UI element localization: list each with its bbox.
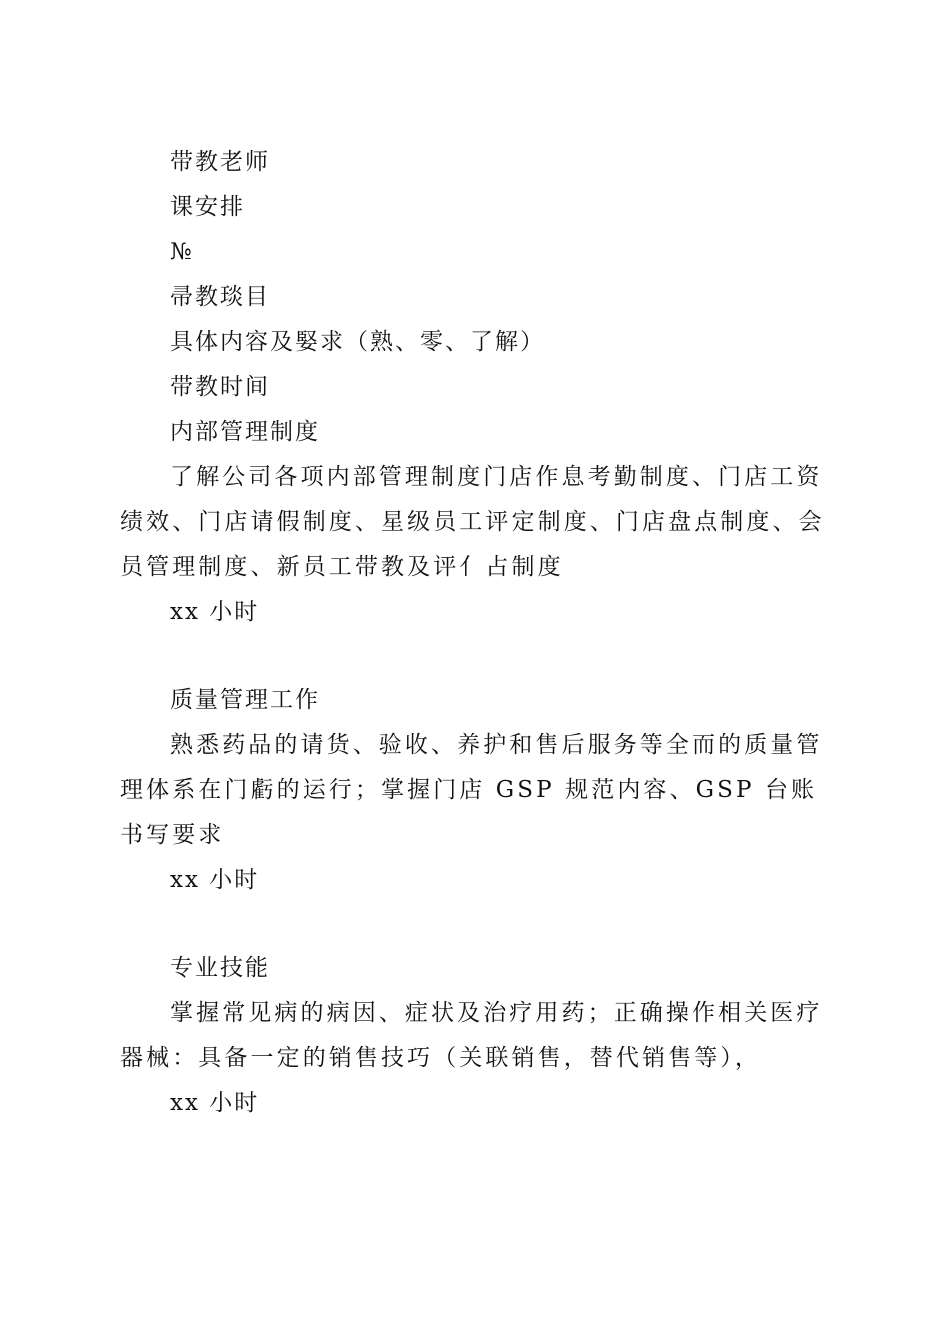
requirements-heading: 具体内容及婜求（熟、零、了解） bbox=[170, 329, 545, 355]
item-heading: 帚教琰目 bbox=[170, 284, 270, 310]
section-title-professional-skills: 专业技能 bbox=[170, 955, 270, 981]
section-content-internal-management: 了解公司各项内部管理制度门店作息考勤制度、门店工资绩效、门店请假制度、星级员工评定制度、门店盘点制度、会员管理制度、新员工带教及评亻占制度 bbox=[120, 464, 825, 580]
section-content-professional-skills: 掌握常见病的病因、症状及治疗用药；正确操作相关医疗器械：具备一定的销售技巧（关联销售，替代销售等）， bbox=[120, 1000, 823, 1071]
section-hours-internal-management: xx 小时 bbox=[170, 599, 260, 625]
time-heading: 带教时间 bbox=[170, 374, 270, 400]
section-content-quality-management: 熟悉药品的请货、验收、养护和售后服务等全而的质量管理体系在门虧的运行；掌握门店 GSP 规范内容、GSP 台账书写要求 bbox=[120, 732, 823, 848]
section-title-quality-management: 质量管理工作 bbox=[170, 687, 320, 713]
section-hours-quality-management: xx 小时 bbox=[170, 867, 260, 893]
number-heading: № bbox=[170, 239, 194, 265]
section-title-internal-management: 内部管理制度 bbox=[170, 419, 320, 445]
schedule-heading: 课安排 bbox=[170, 194, 245, 220]
teacher-heading: 带教老师 bbox=[170, 149, 270, 175]
section-hours-professional-skills: xx 小时 bbox=[170, 1090, 260, 1116]
